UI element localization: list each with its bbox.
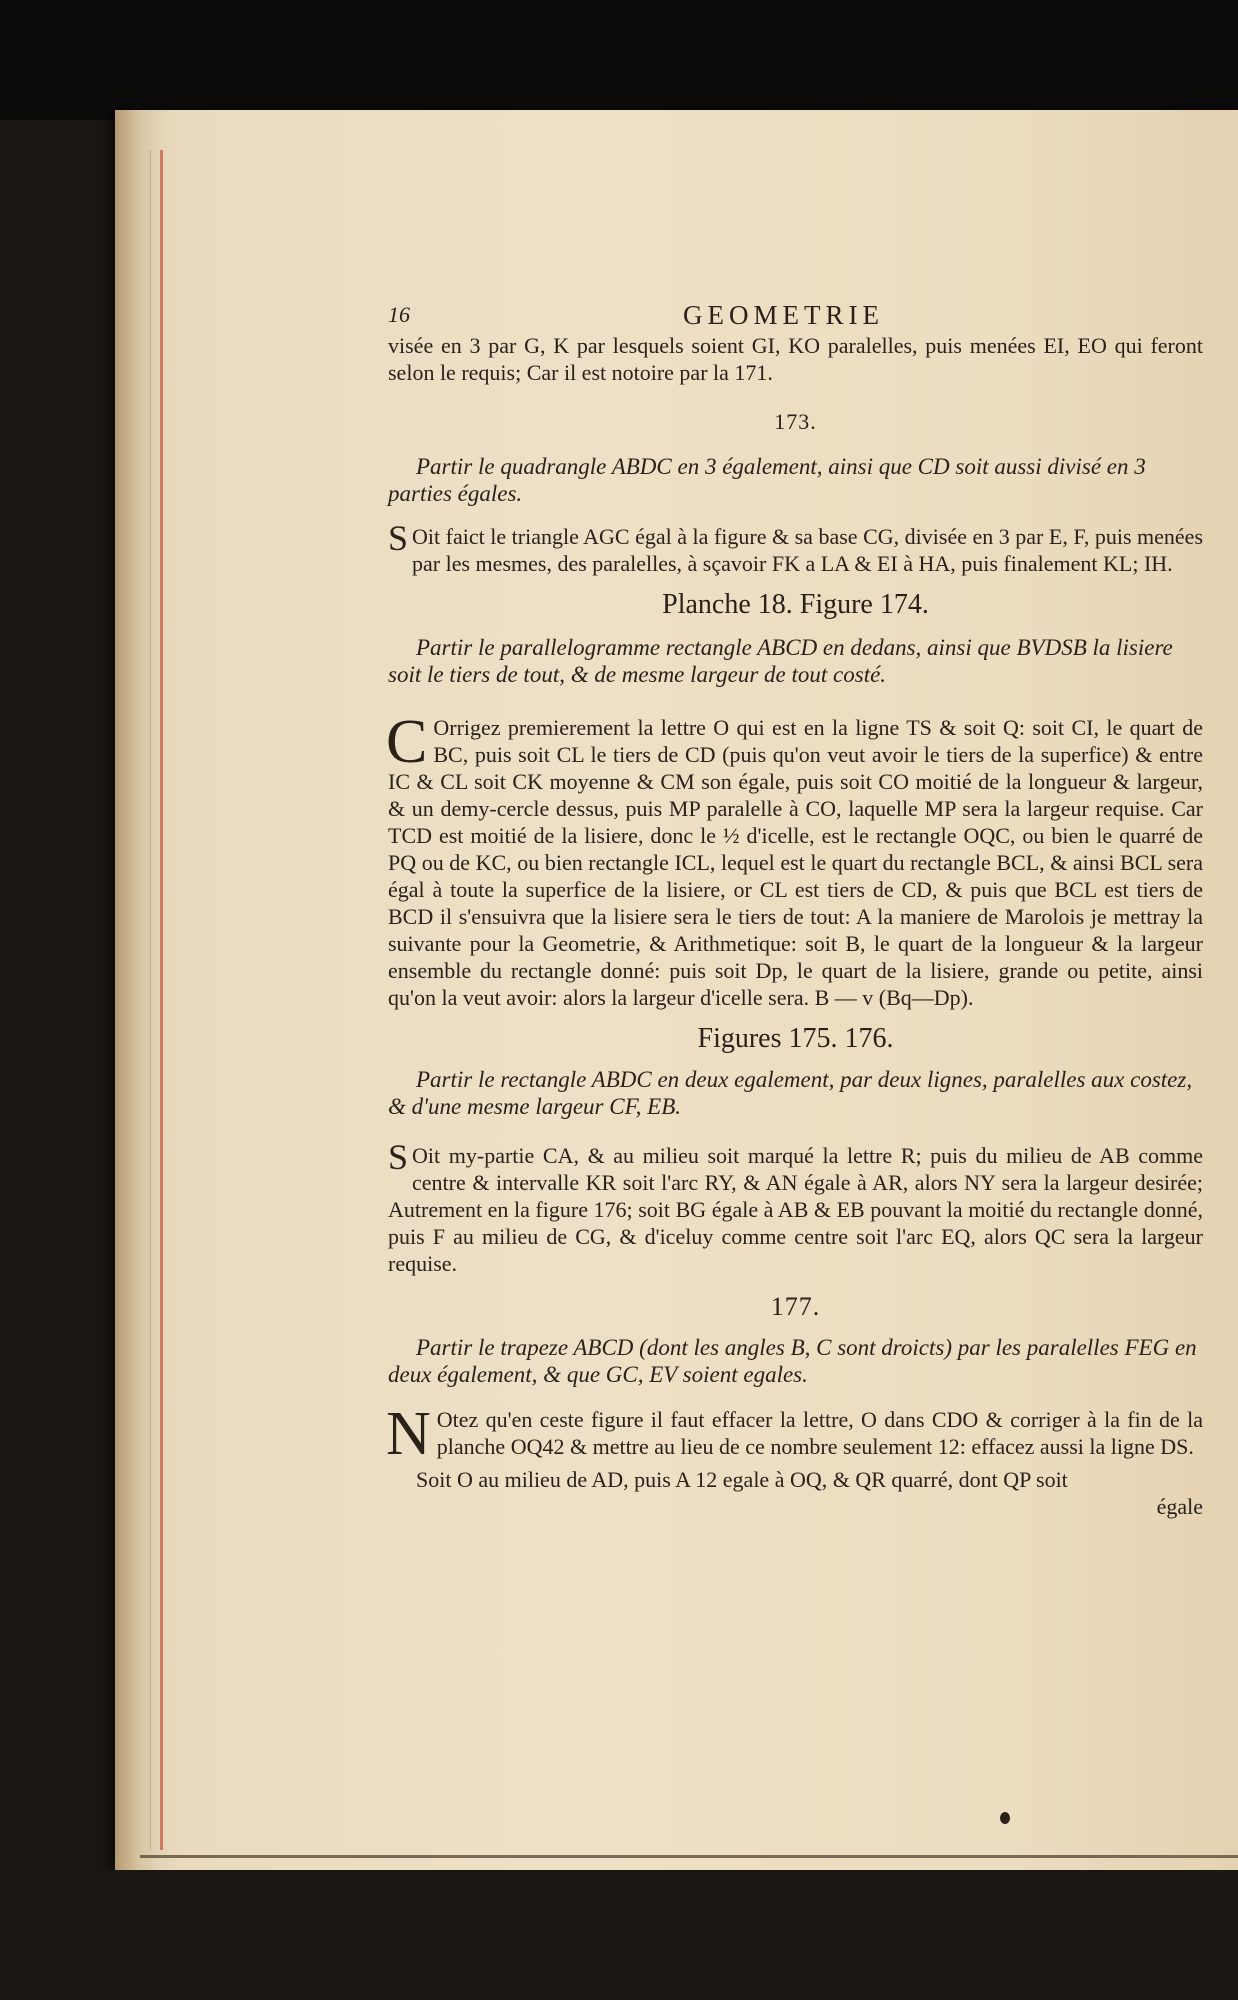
proposition-174: Partir le parallelogramme rectangle ABCD en dedans, ainsi que BVDSB la lisiere soit le tiers de tout, & de mesme largeur de tout costé.: [388, 635, 1173, 687]
plate-heading-175: Figures 175. 176.: [697, 1023, 894, 1054]
solution-text: Orrigez premierement la lettre O qui est en la ligne TS & soit Q: soit CI, le quart de BC, puis soit CL le tiers de CD (puis qu'on veut avoir le tiers de la superfice) & entre IC & CL soit CK moyenne & CM son égale, puis soit CO moitié de la longueur & largeur, & un demy-cercle dessus, puis MP paralelle à CO, laquelle MP sera la largeur requise. Car TCD est moitié de la lisiere, donc le ½ d'icelle, est le rectangle OQC, ou bien le quarré de PQ ou de KC, ou bien rectangle ICL, lequel est le quart du rectangle BCL, & ainsi BCL sera égal à toute la superfice de la lisiere, or CL est tiers de CD, & puis que BCL est tiers de BCD il s'ensuivra que la lisiere sera le tiers de tout: A la maniere de Marolois je mettray la suivante pour la Geometrie, & Arithmetique: soit B, le quart de la longueur & la largeur ensemble du rectangle donné: puis soit Dp, le quart de la lisiere, grande ou petite, ainsi qu'on la veut avoir: alors la largeur d'icelle sera. B — v (Bq—Dp).: [388, 715, 1203, 1010]
initial-capital: N: [386, 1400, 431, 1468]
plate-heading-174: Planche 18. Figure 174.: [662, 589, 929, 620]
figure-number-173: 173.: [774, 409, 817, 434]
initial-capital: S: [388, 518, 409, 558]
bottom-rule: [140, 1855, 1238, 1858]
background-top: [0, 0, 1238, 120]
initial-capital: C: [386, 708, 428, 776]
continued-paragraph: visée en 3 par G, K par lesquels soient GI, KO paralelles, puis menées EI, EO qui feront selon le requis; Car il est notoire par la 171.: [388, 333, 1203, 385]
note-177: [386, 1400, 1203, 1468]
margin-rule-faint: [150, 150, 151, 1850]
solution-text: Oit my-partie CA, & au milieu soit marqué la lettre R; puis du milieu de AB comme centre & intervalle KR soit l'arc RY, & AN égale à AR, alors NY sera la largeur desirée; Autrement en la figure 176; soit BG égale à AB & EB pouvant la moitié du rectangle donné, puis F au milieu de CG, & d'iceluy comme centre soit l'arc EQ, alors QC sera la largeur requise.: [388, 1143, 1203, 1276]
solution-173: [388, 518, 1203, 577]
solution-175: [388, 1137, 1203, 1277]
text-column: [388, 332, 1203, 1520]
note-text: Otez qu'en ceste figure il faut effacer la lettre, O dans CDO & corriger à la fin de la planche OQ42 & mettre au lieu de ce nombre seulement 12: effacez aussi la ligne DS.: [436, 1407, 1203, 1459]
proposition-173: Partir le quadrangle ABDC en 3 également, ainsi que CD soit aussi divisé en 3 parties égales.: [388, 454, 1146, 506]
page-header: [388, 300, 1203, 330]
solution-174: [386, 708, 1203, 1011]
catchword: égale: [1156, 1494, 1203, 1519]
solution-177: Soit O au milieu de AD, puis A 12 egale à OQ, & QR quarré, dont QP soit: [416, 1467, 1068, 1492]
running-title: GEOMETRIE: [683, 300, 884, 330]
background-bottom: [0, 1870, 1238, 2000]
page-number: 16: [388, 302, 410, 327]
initial-capital: S: [388, 1137, 409, 1177]
margin-rule: [160, 150, 163, 1850]
proposition-175: Partir le rectangle ABDC en deux egalement, par deux lignes, paralelles aux costez, & d'une mesme largeur CF, EB.: [388, 1067, 1193, 1119]
solution-text: Oit faict le triangle AGC égal à la figure & sa base CG, divisée en 3 par E, F, puis menées par les mesmes, des paralelles, à sçavoir FK a LA & EI à HA, puis finalement KL; IH.: [412, 524, 1203, 576]
figure-number-177: 177.: [770, 1292, 821, 1321]
proposition-177: Partir le trapeze ABCD (dont les angles B, C sont droicts) par les paralelles FEG en deux également, & que GC, EV soient egales.: [388, 1335, 1197, 1387]
ink-spot: [1000, 1812, 1010, 1824]
